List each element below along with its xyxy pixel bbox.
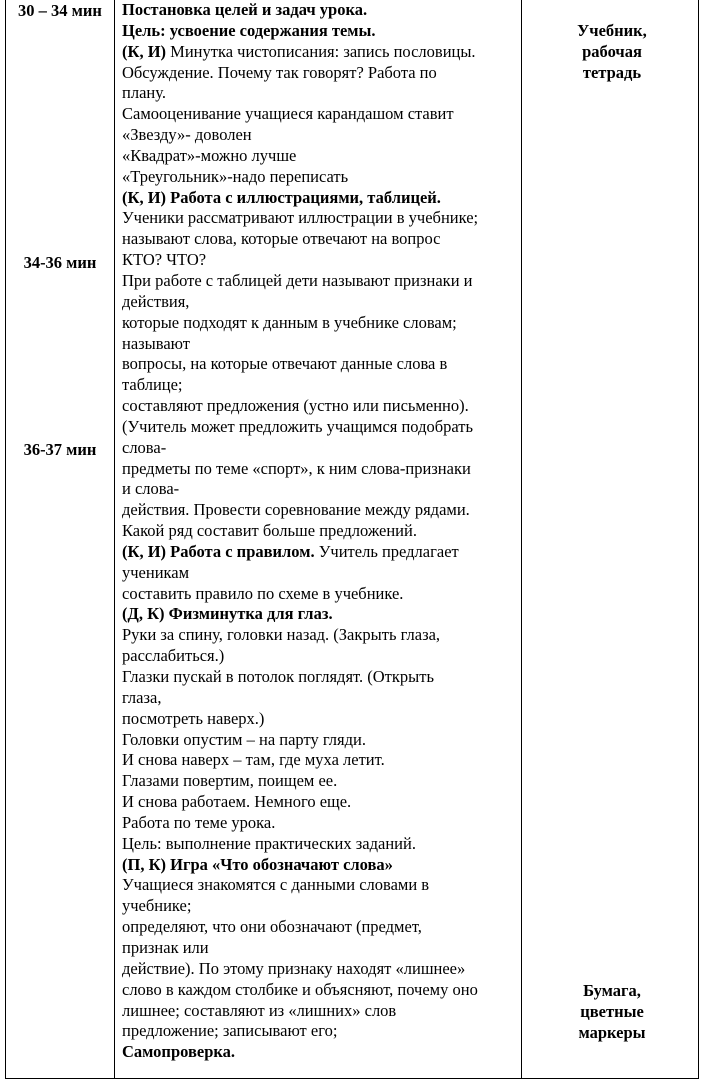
content-line (122, 521, 522, 542)
content-text: Цель: усвоение содержания темы. (122, 20, 376, 40)
content-line (122, 21, 522, 42)
content-line (122, 938, 522, 959)
content-column (122, 0, 522, 1063)
content-line (122, 271, 522, 292)
content-line (122, 0, 522, 21)
content-line (122, 896, 522, 917)
content-line (122, 625, 522, 646)
content-text: Постановка целей и задач урока. (122, 0, 368, 19)
content-text: И снова работаем. Немного еще. (122, 792, 352, 812)
content-line (122, 63, 522, 84)
content-line (122, 334, 522, 355)
content-text: расслабиться.) (122, 646, 225, 666)
content-line (122, 313, 522, 334)
content-line (122, 980, 522, 1001)
content-text: Глазки пускай в потолок поглядят. (Открыть (122, 667, 434, 686)
content-line (122, 1021, 522, 1042)
content-text: «Квадрат»-можно лучше (122, 145, 297, 165)
content-text: Ученики рассматривают иллюстрации в учебнике; (122, 208, 479, 228)
content-line (122, 875, 522, 896)
content-line (122, 771, 522, 792)
content-line (122, 188, 522, 209)
content-line (122, 667, 522, 688)
resource-line: цветные (580, 1002, 644, 1021)
content-text: (Д, К) Физминутка для глаз. (122, 604, 333, 624)
content-text: признак или (122, 937, 209, 957)
content-line (122, 146, 522, 167)
content-line (122, 584, 522, 605)
content-text: Руки за спину, головки назад. (Закрыть глаза, (122, 625, 441, 645)
column-divider (114, 0, 115, 1078)
content-text: (П, К) Игра «Что обозначают слова» (122, 854, 393, 874)
content-text: слова- (122, 437, 167, 457)
content-line (122, 375, 522, 396)
time-cell-1: 30 – 34 мин (18, 1, 102, 20)
content-text: «Звезду»- доволен (122, 125, 252, 145)
content-text: Обсуждение. Почему так говорят? Работа по (122, 62, 437, 82)
content-line (122, 959, 522, 980)
content-text: Минутка чистописания: запись пословицы. (166, 41, 476, 61)
content-text: Работа по теме урока. (122, 812, 276, 832)
content-text: Цель: выполнение практических заданий. (122, 833, 416, 853)
time-cell-3: 36-37 мин (23, 440, 97, 459)
content-line (122, 354, 522, 375)
content-text: лишнее; составляют из «лишних» слов (122, 1000, 397, 1020)
content-line (122, 500, 522, 521)
content-text: действие). По этому признаку находят «лишнее» (122, 958, 466, 978)
content-line (122, 730, 522, 751)
content-line (122, 438, 522, 459)
content-text: плану. (122, 83, 166, 103)
content-line (122, 479, 522, 500)
content-line (122, 396, 522, 417)
content-text: (Учитель может предложить учащимся подобрать (122, 416, 474, 436)
content-line (122, 792, 522, 813)
content-text: Глазами повертим, поищем ее. (122, 771, 338, 791)
content-line (122, 292, 522, 313)
resource-cell-2 (528, 980, 696, 1043)
time-cell-2: 34-36 мин (23, 253, 97, 272)
content-line (122, 208, 522, 229)
content-text: (К, И) Работа с правилом. (122, 541, 315, 561)
content-line (122, 83, 522, 104)
content-line (122, 167, 522, 188)
content-text: И снова наверх – там, где муха летит. (122, 750, 385, 770)
content-line (122, 125, 522, 146)
content-line (122, 42, 522, 63)
content-text: Самопроверка. (122, 1042, 236, 1062)
content-text: глаза, (122, 687, 162, 707)
content-line (122, 417, 522, 438)
content-line (122, 1042, 522, 1063)
resource-line: тетрадь (582, 63, 642, 82)
content-line (122, 229, 522, 250)
content-line (122, 542, 522, 563)
content-text: «Треугольник»-надо переписать (122, 166, 349, 186)
content-text: составить правило по схеме в учебнике. (122, 583, 404, 603)
content-text: (К, И) (122, 41, 167, 61)
content-text: определяют, что они обозначают (предмет, (122, 917, 422, 937)
content-line (122, 709, 522, 730)
content-text: действия. Провести соревнование между рядами. (122, 500, 470, 520)
content-text: Учитель предлагает (314, 541, 459, 561)
content-text: предметы по теме «спорт», к ним слова-признаки (122, 458, 471, 478)
content-line (122, 459, 522, 480)
resource-line: рабочая (582, 42, 642, 61)
resource-line: маркеры (578, 1023, 646, 1042)
content-text: которые подходят к данным в учебнике словам; (122, 312, 457, 332)
content-line (122, 1001, 522, 1022)
content-text: учебнике; (122, 896, 192, 916)
content-text: вопросы, на которые отвечают данные слова в (122, 354, 448, 374)
content-text: предложение; записывают его; (122, 1021, 338, 1041)
content-line (122, 855, 522, 876)
content-line (122, 563, 522, 584)
content-text: (К, И) Работа с иллюстрациями, таблицей. (122, 187, 441, 207)
content-line (122, 104, 522, 125)
content-text: и слова- (122, 479, 180, 499)
content-line (122, 750, 522, 771)
content-text: Учащиеся знакомятся с данными словами в (122, 875, 430, 895)
lesson-table (5, 0, 699, 1079)
content-line (122, 250, 522, 271)
content-text: Головки опустим – на парту гляди. (122, 729, 366, 749)
resource-line: Бумага, (583, 981, 641, 1000)
content-text: называют слова, которые отвечают на вопрос (122, 229, 441, 249)
content-line (122, 917, 522, 938)
content-text: посмотреть наверх.) (122, 708, 265, 728)
content-text: называют (122, 333, 190, 353)
content-text: Какой ряд составит больше предложений. (122, 521, 417, 541)
content-line (122, 834, 522, 855)
content-line (122, 646, 522, 667)
content-line (122, 813, 522, 834)
content-line (122, 604, 522, 625)
content-text: ученикам (122, 562, 190, 582)
content-text: КТО? ЧТО? (122, 250, 207, 270)
content-text: Самооценивание учащиеся карандашом ставит (122, 104, 454, 124)
content-text: таблице; (122, 375, 183, 395)
content-text: составляют предложения (устно или письменно). (122, 396, 469, 416)
content-text: слово в каждом столбике и объясняют, почему оно (122, 979, 478, 999)
resource-line: Учебник, (577, 21, 647, 40)
resource-cell-1 (528, 20, 696, 83)
content-text: действия, (122, 291, 190, 311)
content-line (122, 688, 522, 709)
content-text: При работе с таблицей дети называют признаки и (122, 270, 473, 290)
